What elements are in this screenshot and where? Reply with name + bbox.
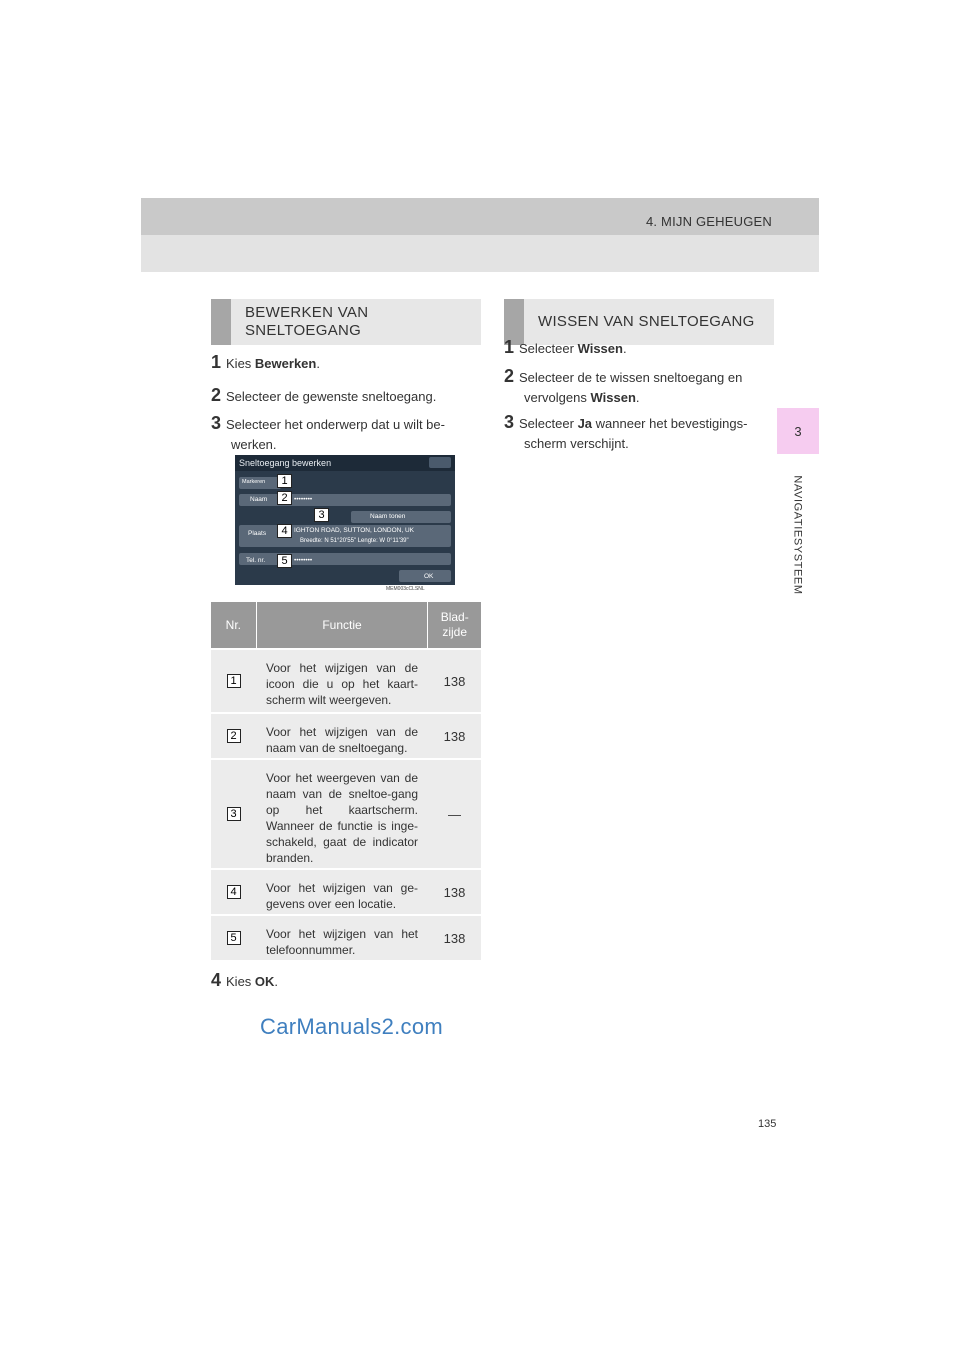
page-number: 135 (758, 1118, 777, 1130)
col-functie: Functie (257, 602, 429, 648)
col-bladzijde: Blad- zijde (440, 610, 469, 639)
step-1: 1 Selecteer Wissen. (504, 337, 627, 357)
screen-illustration (235, 455, 455, 585)
header-band-lower (141, 235, 819, 272)
step-3: 3 Selecteer het onderwerp dat u wilt be- werken. (211, 413, 445, 452)
watermark-link[interactable]: CarManuals2.com (260, 1014, 444, 1039)
table-row (211, 868, 481, 914)
table-row (211, 914, 481, 960)
image-code: MEM003cCLSNL (386, 586, 470, 595)
row-page: 138 (443, 673, 466, 689)
row-function: Voor het wijzigen van de icoon die u op het kaart-scherm wilt weergeven. (266, 661, 418, 707)
coordinates-text: Breedte: N 51°20'55" Lengte: W 0°11'39" (300, 538, 409, 544)
step-2: 2 Selecteer de te wissen sneltoegang en vervolgens Wissen. (504, 366, 743, 405)
ok-label: OK (424, 573, 434, 580)
col-nr: Nr. (211, 602, 257, 648)
naam-tonen-label: Naam tonen (370, 513, 406, 520)
row-function: Voor het weergeven van de naam van de sneltoe-gang op het kaartscherm. Wanneer de functie is inge-schakeld, gaat de indicator branden. (266, 771, 418, 865)
markeren-label: Markeren (242, 479, 266, 485)
step-1: 1 Kies Bewerken. (211, 352, 320, 372)
tel-value: •••••••• (294, 557, 313, 564)
section-marker (211, 299, 231, 345)
step-4: 4 Kies OK. (211, 970, 279, 990)
callout-4: 4 (277, 524, 292, 538)
section-header-edit (211, 299, 481, 345)
function-table (211, 602, 481, 960)
chapter-title: 4. MIJN GEHEUGEN (646, 214, 772, 229)
step-3: 3 Selecteer Ja wanneer het bevestigings- scherm verschijnt. (504, 412, 748, 451)
naam-value: •••••••• (294, 496, 313, 503)
row-page: — (448, 806, 461, 822)
chapter-tab-number: 3 (777, 408, 819, 454)
naam-button (239, 494, 451, 506)
row-page: 138 (443, 930, 466, 946)
screen-title: Sneltoegang bewerken (239, 458, 332, 468)
number-box: 4 (227, 885, 241, 899)
row-page: 138 (443, 884, 466, 900)
address-text: IGHTON ROAD, SUTTON, LONDON, UK (294, 527, 415, 534)
table-row (211, 648, 481, 712)
callout-2: 2 (277, 491, 292, 505)
section-title: BEWERKEN VAN SNELTOEGANG (245, 304, 369, 339)
callout-3: 3 (314, 508, 329, 522)
row-function: Voor het wijzigen van de naam van de sneltoegang. (266, 725, 418, 755)
section-title: WISSEN VAN SNELTOEGANG (538, 313, 755, 330)
callout-1: 1 (277, 474, 292, 488)
number-box: 5 (227, 931, 241, 945)
step-2: 2 Selecteer de gewenste sneltoegang. (211, 385, 437, 405)
telnr-label: Tel. nr. (246, 557, 266, 564)
row-page: 138 (443, 728, 466, 744)
number-box: 3 (227, 807, 241, 821)
number-box: 2 (227, 729, 241, 743)
row-function: Voor het wijzigen van ge-gevens over een locatie. (266, 881, 418, 911)
number-box: 1 (227, 674, 241, 688)
back-icon (429, 457, 451, 468)
table-row (211, 758, 481, 868)
table-header (211, 602, 481, 648)
table-row (211, 712, 481, 758)
row-function: Voor het wijzigen van het telefoonnummer. (266, 927, 418, 957)
chapter-tab-label: NAVIGATIESYSTEEM (792, 475, 804, 595)
telnr-button (239, 553, 451, 565)
callout-5: 5 (277, 554, 292, 568)
plaats-label: Plaats (248, 530, 267, 537)
naam-label: Naam (250, 496, 268, 503)
